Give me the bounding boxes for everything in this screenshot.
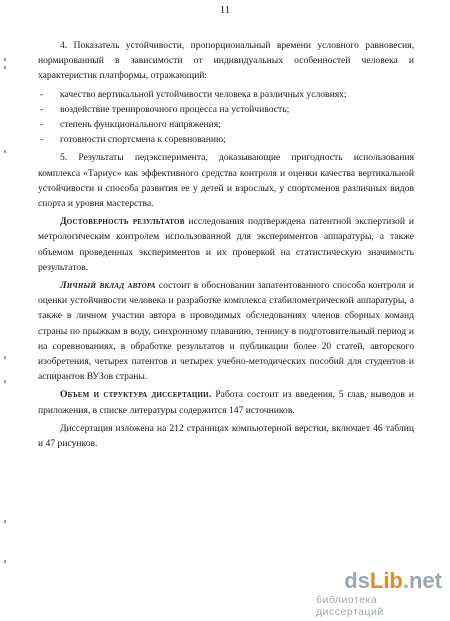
contribution-text: состоит в обосновании запатентованного способа контроля и оценки устойчивости человека и разработке комплекса стабилометрической аппаратуры, а также в личном участии автора в проводимых обследованиях членов сборных команд страны по прыжкам в воду, синхронному плаванию, теннису в подготовительный период и на соревнованиях, в обработке результатов и публикации более 20 статей, авторского изобретения, четырех патентов и четырех учебно-методических пособий для студентов и аспирантов ВУЗов страны.: [38, 280, 414, 383]
margin-mark: [4, 520, 6, 523]
watermark-subtitle: библиотека диссертаций: [316, 594, 384, 618]
margin-mark: [4, 66, 6, 69]
structure-paragraph: [38, 387, 414, 417]
logo-net: .net: [402, 568, 442, 593]
logo-ds: ds: [344, 568, 370, 593]
bullet-item: - готовности спортсмена к соревнованию;: [38, 132, 414, 147]
item-4-bullet-list: [38, 87, 414, 148]
dslib-watermark: [316, 568, 442, 618]
reliability-text: исследования подтверждена патентной экспертизой и метрологическим контролем использованной для экспериментов аппаратуры, а также объемом проведенных экспериментов и их проверкой на статистическую значимость результатов.: [38, 216, 414, 273]
bullet-item: - качество вертикальной устойчивости человека в различных условиях;: [38, 87, 414, 102]
logo-lib: Lib: [369, 568, 403, 593]
page-number: 11: [219, 4, 231, 16]
item-5-paragraph: 5. Результаты педэксперимента, доказывающие пригодность использования комплекса «Тариус» как эффективного средства контроля и оценки качества вертикальной устойчивости и способа развития ее у детей и взрослых, у спортсменов различных видов спорта и уровня мастерства.: [38, 152, 414, 210]
item-4-paragraph: 4. Показатель устойчивости, пропорциональный времени условного равновесия, нормированный в зависимости от индивидуальных особенностей человека и характеристик платформы, отражающий:: [38, 40, 414, 82]
margin-mark: [4, 150, 6, 153]
contribution-paragraph: [38, 278, 414, 384]
margin-mark: [4, 560, 6, 563]
margin-mark: [4, 58, 6, 61]
reliability-paragraph: [38, 214, 414, 275]
contribution-lead: Личный вклад автора: [60, 280, 156, 292]
bullet-item: - степень функционального напряжения;: [38, 117, 414, 132]
reliability-lead: Достоверность результатов: [60, 216, 185, 228]
margin-mark: [4, 380, 6, 383]
document-body: [38, 38, 414, 454]
bullet-item: - воздействие тренировочного процесса на устойчивость;: [38, 102, 414, 117]
margin-mark: [4, 356, 6, 359]
structure-text: Работа состоит из введения, 5 глав, выводов и приложения, в списке литературы содержится 147 источников.: [38, 389, 414, 416]
dslib-logo: [316, 569, 442, 593]
volume-paragraph: Диссертация изложена на 212 страницах компьютерной верстки, включает 46 таблиц и 47 рисунков.: [38, 422, 414, 450]
structure-lead: Объем и структура диссертации.: [60, 389, 212, 401]
